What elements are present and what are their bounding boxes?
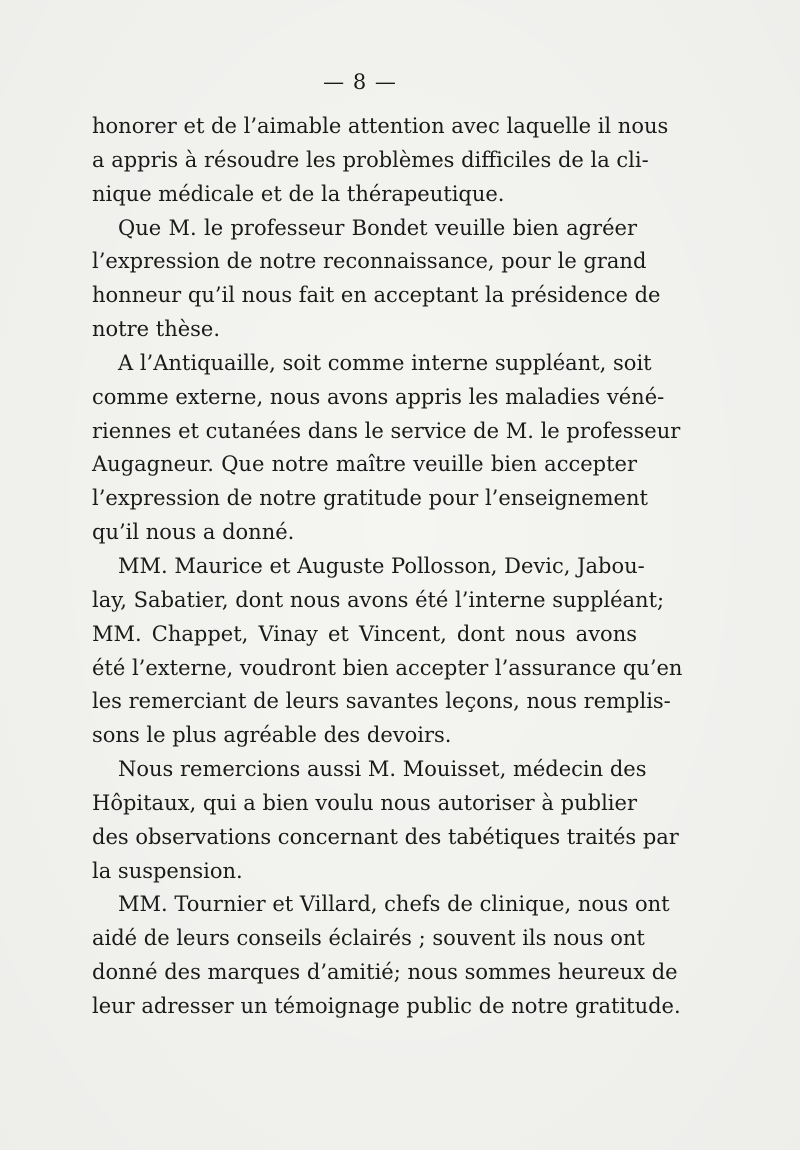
text-line: notre thèse. bbox=[92, 317, 221, 342]
text-line: MM. Maurice et Auguste Pollosson, Devic, Jabou- bbox=[118, 553, 645, 578]
paragraph bbox=[92, 110, 669, 212]
text-line: honorer et de l’aimable attention avec laquelle il nous bbox=[92, 114, 669, 138]
paragraph bbox=[92, 753, 679, 888]
paragraph bbox=[92, 550, 683, 753]
body-text bbox=[92, 110, 683, 1024]
text-line: sons le plus agréable des devoirs. bbox=[92, 723, 452, 748]
text-line: leur adresser un témoignage public de notre gratitude. bbox=[92, 993, 681, 1018]
text-line: a appris à résoudre les problèmes difficiles de la cli- bbox=[92, 147, 649, 172]
text-line: Hôpitaux, qui a bien voulu nous autoriser à publier bbox=[92, 790, 637, 815]
text-line: Augagneur. Que notre maître veuille bien accepter bbox=[92, 452, 637, 477]
page-number: — 8 — bbox=[323, 70, 397, 94]
text-line: Nous remercions aussi M. Mouisset, médecin des bbox=[118, 757, 647, 782]
paragraph bbox=[92, 888, 681, 1023]
text-line: des observations concernant des tabétiques traités par bbox=[92, 824, 679, 849]
paragraph bbox=[92, 212, 661, 347]
text-line: nique médicale et de la thérapeutique. bbox=[92, 181, 505, 206]
text-line: aidé de leurs conseils éclairés ; souvent ils nous ont bbox=[92, 926, 645, 951]
text-line: qu’il nous a donné. bbox=[92, 520, 295, 545]
text-line: les remerciant de leurs savantes leçons, nous remplis- bbox=[92, 689, 671, 714]
text-line: MM. Tournier et Villard, chefs de clinique, nous ont bbox=[118, 892, 670, 917]
text-line: A l’Antiquaille, soit comme interne suppléant, soit bbox=[118, 350, 652, 375]
paragraph bbox=[92, 347, 681, 550]
text-line: comme externe, nous avons appris les maladies véné- bbox=[92, 384, 665, 409]
text-line: lay, Sabatier, dont nous avons été l’interne suppléant; bbox=[92, 587, 665, 612]
text-line: l’expression de notre gratitude pour l’enseignement bbox=[92, 486, 648, 511]
text-line: donné des marques d’amitié; nous sommes heureux de bbox=[92, 960, 678, 985]
text-line: riennes et cutanées dans le service de M. le professeur bbox=[92, 418, 681, 443]
text-line: l’expression de notre reconnaissance, pour le grand bbox=[92, 249, 647, 274]
text-line: la suspension. bbox=[92, 858, 243, 883]
text-line: honneur qu’il nous fait en acceptant la présidence de bbox=[92, 283, 661, 308]
text-line: MM. Chappet, Vinay et Vincent, dont nous avons bbox=[92, 621, 637, 646]
text-line: été l’externe, voudront bien accepter l’assurance qu’en bbox=[92, 655, 683, 680]
text-line: Que M. le professeur Bondet veuille bien agréer bbox=[118, 215, 637, 240]
